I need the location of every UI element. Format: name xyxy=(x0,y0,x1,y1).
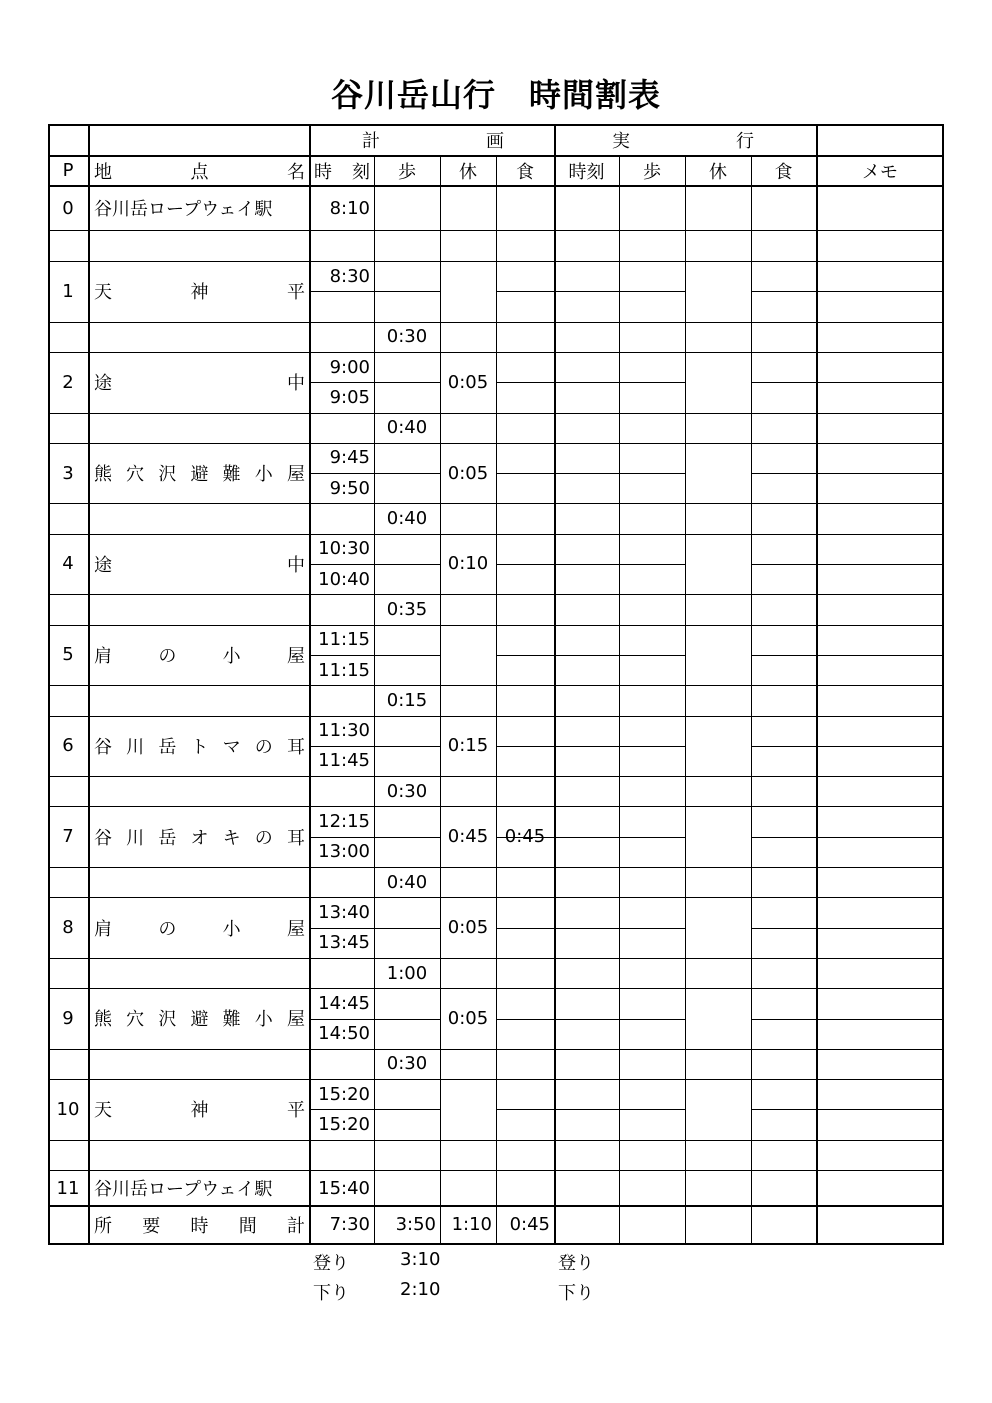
arrival-time: 11:30 xyxy=(318,720,370,742)
point-name-char: 熊 xyxy=(94,464,112,486)
inner-row-line xyxy=(554,564,685,565)
point-name xyxy=(90,806,309,867)
arrival-time: 9:00 xyxy=(329,356,370,378)
point-name-char: 難 xyxy=(222,1009,241,1031)
total-label xyxy=(90,1206,309,1243)
timetable xyxy=(48,124,944,1245)
inner-row-line xyxy=(554,473,685,474)
arrival-time: 13:40 xyxy=(318,901,370,923)
point-number: 1 xyxy=(62,280,74,302)
point-name-char: オ xyxy=(190,827,209,849)
point-name-char: 耳 xyxy=(286,827,305,849)
point-name-char: 穴 xyxy=(126,1009,145,1031)
header-place-name xyxy=(90,155,309,186)
table-border-bottom xyxy=(48,1243,944,1245)
arrival-time: 10:30 xyxy=(318,538,370,560)
row-line xyxy=(48,1140,944,1141)
point-name-char: 肩 xyxy=(94,645,112,667)
header-p: P xyxy=(62,160,74,181)
rest-time: 0:10 xyxy=(447,553,489,575)
point-number: 11 xyxy=(56,1177,80,1199)
rest-time: 0:05 xyxy=(447,1007,489,1029)
header-actual-walk: 歩 xyxy=(643,161,661,183)
inner-row-line xyxy=(309,291,440,292)
header-actual-group xyxy=(608,124,758,155)
point-name-char: 川 xyxy=(126,827,145,849)
departure-time: 9:50 xyxy=(329,477,370,499)
walk-time: 0:30 xyxy=(386,1053,428,1075)
point-name-char: 肩 xyxy=(94,918,112,940)
row-line xyxy=(48,594,944,595)
point-name-char: 平 xyxy=(287,1100,305,1122)
total-label-char: 間 xyxy=(238,1215,257,1237)
inner-row-line xyxy=(554,291,685,292)
arrival-time: 9:45 xyxy=(329,447,370,469)
header-plan-time-char: 時 xyxy=(314,161,332,183)
departure-time: 11:15 xyxy=(318,659,370,681)
total-walk: 3:50 xyxy=(395,1214,436,1235)
point-name-char: 途 xyxy=(94,373,112,395)
point-name-char: 途 xyxy=(94,554,112,576)
header-actual-rest: 休 xyxy=(709,161,727,183)
inner-row-line xyxy=(496,291,554,292)
arrival-time: 11:15 xyxy=(318,629,370,651)
summary-up-label: 登り xyxy=(313,1253,349,1274)
rest-time: 0:45 xyxy=(447,826,489,848)
rest-time: 0:05 xyxy=(447,371,489,393)
total-label-char: 要 xyxy=(142,1215,161,1237)
arrival-time: 15:40 xyxy=(318,1177,370,1199)
row-line xyxy=(48,776,944,777)
point-name xyxy=(90,625,309,686)
point-name-char: 岳 xyxy=(158,827,177,849)
point-name-char: 川 xyxy=(126,736,145,758)
departure-time: 13:00 xyxy=(318,841,370,863)
point-number: 0 xyxy=(62,197,74,219)
header-rest: 休 xyxy=(459,161,477,183)
point-name-char: 中 xyxy=(287,373,305,395)
point-name-char: 平 xyxy=(287,282,305,304)
header-actual-group-char: 行 xyxy=(736,130,754,152)
meal-time: 0:45 xyxy=(504,826,546,848)
point-name-char: の xyxy=(158,918,177,940)
point-name-char: 小 xyxy=(254,1009,273,1031)
point-number: 6 xyxy=(62,735,74,757)
point-name-char: の xyxy=(254,827,273,849)
point-number: 8 xyxy=(62,917,74,939)
summary-actual-up-label: 登り xyxy=(558,1253,594,1274)
header-plan-group-char: 計 xyxy=(362,130,380,152)
point-number: 7 xyxy=(62,826,74,848)
point-number: 9 xyxy=(62,1007,74,1029)
total-label-char: 計 xyxy=(287,1215,305,1237)
departure-time: 13:45 xyxy=(318,932,370,954)
point-name-char: キ xyxy=(222,827,241,849)
total-label-char: 時 xyxy=(190,1215,209,1237)
header-plan-time xyxy=(310,155,374,186)
inner-row-line xyxy=(496,1019,554,1020)
point-name-char: 穴 xyxy=(126,464,145,486)
row-line xyxy=(48,503,944,504)
document-title: 谷川岳山行 時間割表 xyxy=(330,76,661,114)
total-label-char: 所 xyxy=(94,1215,112,1237)
inner-row-line xyxy=(751,564,944,565)
point-name xyxy=(90,716,309,777)
row-line xyxy=(48,958,944,959)
row-line xyxy=(48,685,944,686)
arrival-time: 14:45 xyxy=(318,992,370,1014)
walk-time: 0:40 xyxy=(386,508,428,530)
row-line xyxy=(48,1049,944,1050)
inner-row-line xyxy=(496,1109,554,1110)
point-name-char: 屋 xyxy=(286,645,305,667)
walk-time: 1:00 xyxy=(386,962,428,984)
point-name-char: ト xyxy=(190,736,209,758)
walk-time: 0:35 xyxy=(386,598,428,620)
point-number: 4 xyxy=(62,553,74,575)
header-place-name-char: 名 xyxy=(287,161,305,183)
point-name xyxy=(90,897,309,958)
point-number: 5 xyxy=(62,644,74,666)
summary-down-value: 2:10 xyxy=(400,1279,441,1300)
row-line xyxy=(48,413,944,414)
point-name-char: 避 xyxy=(190,1009,209,1031)
point-name xyxy=(90,261,309,322)
header-place-name-char: 点 xyxy=(190,161,209,183)
point-name-char: 屋 xyxy=(286,1009,305,1031)
walk-time: 0:15 xyxy=(386,689,428,711)
point-name-char: 中 xyxy=(287,554,305,576)
point-name xyxy=(90,443,309,504)
point-name-char: 難 xyxy=(222,464,241,486)
point-name-char: 小 xyxy=(222,645,241,667)
inner-row-line xyxy=(554,837,685,838)
inner-row-line xyxy=(496,655,554,656)
inner-row-line xyxy=(751,928,944,929)
arrival-time: 15:20 xyxy=(318,1083,370,1105)
total-time: 7:30 xyxy=(329,1214,370,1235)
inner-row-line xyxy=(751,1109,944,1110)
point-name-char: 耳 xyxy=(286,736,305,758)
departure-time: 9:05 xyxy=(329,386,370,408)
departure-time: 15:20 xyxy=(318,1114,370,1136)
point-name-char: 岳 xyxy=(158,736,177,758)
inner-row-line xyxy=(554,655,685,656)
point-number: 3 xyxy=(62,462,74,484)
point-name-char: 屋 xyxy=(286,918,305,940)
point-name-char: 屋 xyxy=(286,464,305,486)
inner-row-line xyxy=(554,928,685,929)
inner-row-line xyxy=(496,746,554,747)
inner-row-line xyxy=(751,1019,944,1020)
inner-row-line xyxy=(751,473,944,474)
inner-row-line xyxy=(554,382,685,383)
total-rest: 1:10 xyxy=(451,1214,492,1235)
point-name: 谷川岳ロープウェイ駅 xyxy=(94,199,273,220)
row-line xyxy=(48,867,944,868)
inner-row-line xyxy=(751,291,944,292)
header-actual-group-char: 実 xyxy=(612,130,630,152)
walk-time: 0:40 xyxy=(386,417,428,439)
point-name-char: 熊 xyxy=(94,1009,112,1031)
header-memo: メモ xyxy=(862,161,898,183)
point-name-char: 沢 xyxy=(158,464,177,486)
header-place-name-char: 地 xyxy=(94,161,112,183)
row-line xyxy=(48,230,944,231)
inner-row-line xyxy=(751,382,944,383)
point-name-char: マ xyxy=(222,736,241,758)
point-name xyxy=(90,1079,309,1140)
walk-time: 0:30 xyxy=(386,326,428,348)
point-name xyxy=(90,534,309,595)
arrival-time: 8:30 xyxy=(329,265,370,287)
point-name-char: 谷 xyxy=(94,736,112,758)
inner-row-line xyxy=(496,473,554,474)
point-number: 10 xyxy=(56,1098,80,1120)
point-name xyxy=(90,988,309,1049)
inner-row-line xyxy=(496,382,554,383)
rest-time: 0:15 xyxy=(447,735,489,757)
row-line xyxy=(48,322,944,323)
point-number: 2 xyxy=(62,371,74,393)
point-name-char: 沢 xyxy=(158,1009,177,1031)
inner-row-line xyxy=(554,746,685,747)
point-name-char: 神 xyxy=(190,1100,209,1122)
arrival-time: 12:15 xyxy=(318,811,370,833)
summary-up-value: 3:10 xyxy=(400,1249,441,1270)
header-plan-group-char: 画 xyxy=(486,130,504,152)
point-name-char: 天 xyxy=(94,282,112,304)
rest-time: 0:05 xyxy=(447,462,489,484)
header-meal: 食 xyxy=(516,161,534,183)
header-actual-time: 時刻 xyxy=(568,161,605,183)
departure-time: 11:45 xyxy=(318,750,370,772)
point-name xyxy=(90,352,309,413)
departure-time: 10:40 xyxy=(318,568,370,590)
walk-time: 0:40 xyxy=(386,871,428,893)
point-name-char: の xyxy=(158,645,177,667)
header-actual-meal: 食 xyxy=(774,161,793,183)
rest-time: 0:05 xyxy=(447,917,489,939)
summary-down-label: 下り xyxy=(313,1283,349,1304)
summary-actual-down-label: 下り xyxy=(558,1283,594,1304)
point-name-char: 天 xyxy=(94,1100,112,1122)
point-name-char: 神 xyxy=(190,282,209,304)
point-name-char: 避 xyxy=(190,464,209,486)
inner-row-line xyxy=(751,837,944,838)
inner-row-line xyxy=(496,928,554,929)
inner-row-line xyxy=(751,655,944,656)
inner-row-line xyxy=(554,1019,685,1020)
point-name-char: 小 xyxy=(222,918,241,940)
point-name: 谷川岳ロープウェイ駅 xyxy=(94,1179,273,1200)
header-plan-group xyxy=(358,124,508,155)
inner-row-line xyxy=(496,564,554,565)
departure-time: 14:50 xyxy=(318,1023,370,1045)
header-walk: 歩 xyxy=(398,161,416,183)
point-name-char: 小 xyxy=(254,464,273,486)
inner-row-line xyxy=(751,746,944,747)
header-plan-time-char: 刻 xyxy=(352,161,370,183)
arrival-time: 8:10 xyxy=(329,197,370,219)
point-name-char: の xyxy=(254,736,273,758)
total-meal: 0:45 xyxy=(509,1214,550,1235)
inner-row-line xyxy=(554,1109,685,1110)
point-name-char: 谷 xyxy=(94,827,112,849)
walk-time: 0:30 xyxy=(386,780,428,802)
